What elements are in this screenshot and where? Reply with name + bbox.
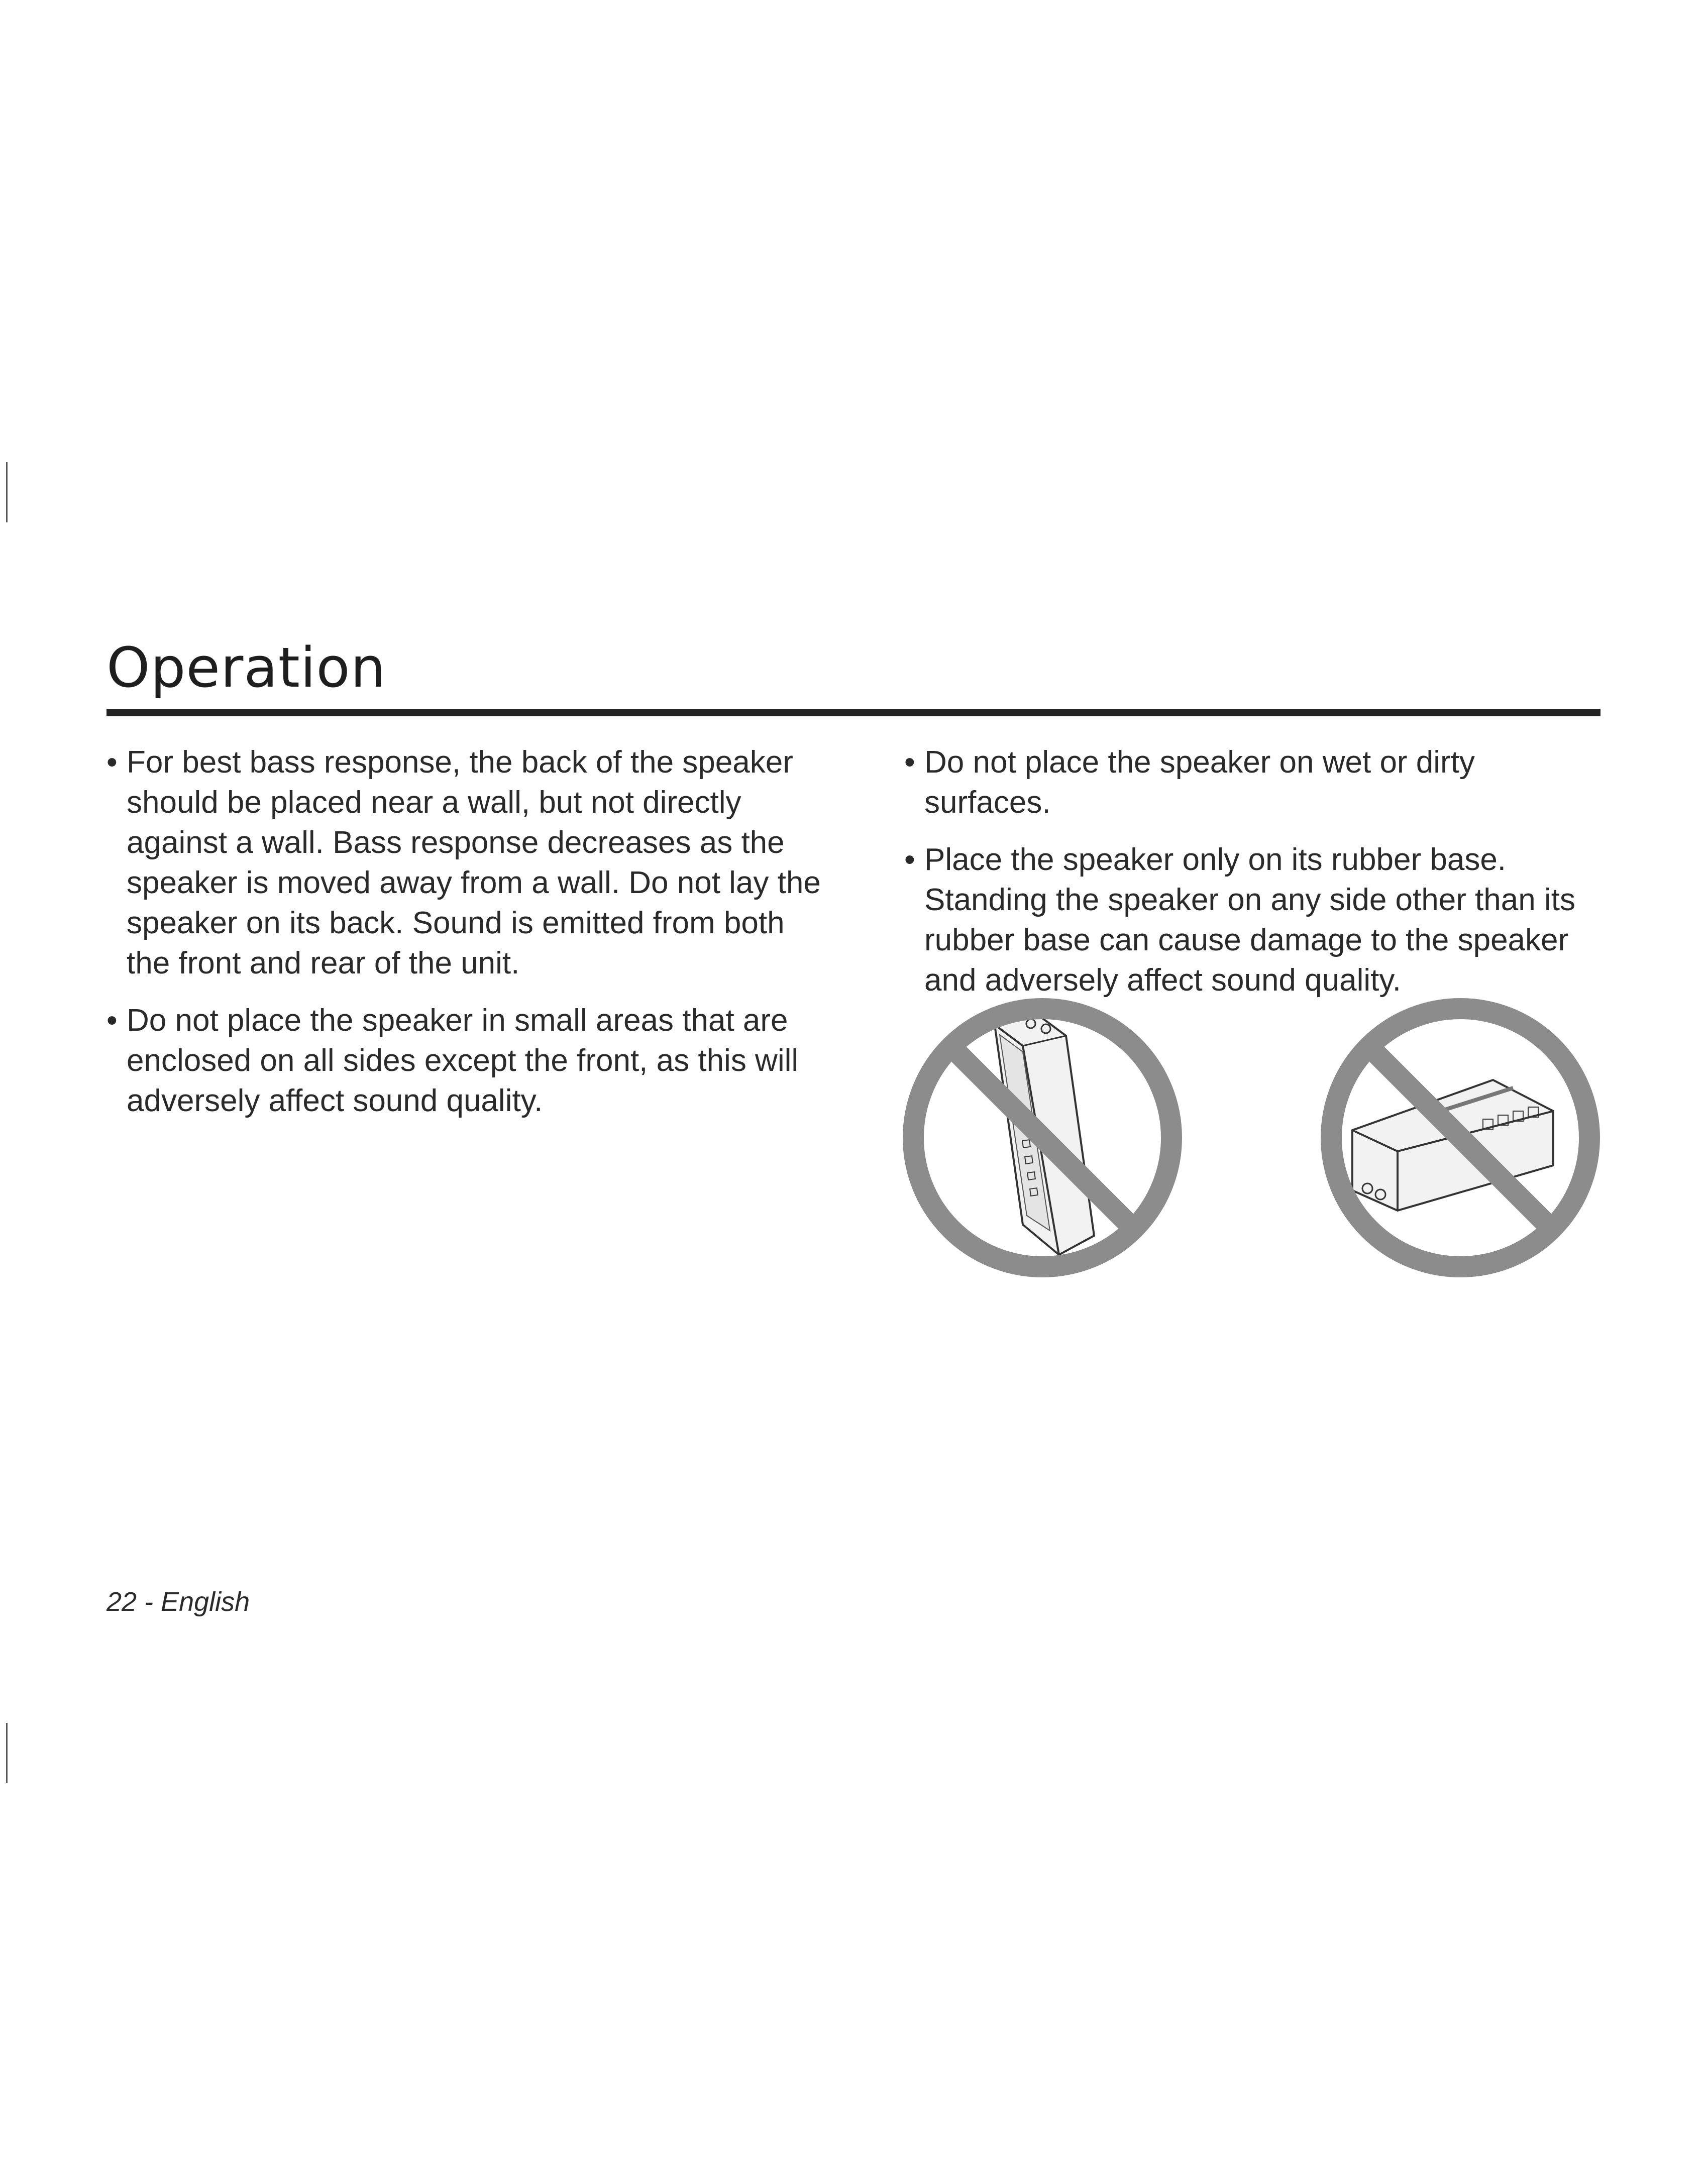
crop-mark-bottom: [6, 1723, 8, 1783]
bullet-marker: •: [904, 842, 915, 877]
bullet-item: [106, 742, 830, 984]
page-footer: 22 - English: [106, 1587, 250, 1617]
page-title: Operation: [106, 635, 386, 700]
bullet-text: Do not place the speaker in small areas that are enclosed on all sides except the front, as this will adversely affect sound quality.: [127, 1003, 799, 1118]
title-rule: [106, 709, 1600, 716]
bullet-item: [904, 742, 1608, 823]
right-bullet-list: [904, 742, 1608, 1001]
right-column: [904, 742, 1608, 1018]
left-column: [106, 742, 830, 1138]
bullet-text: Do not place the speaker on wet or dirty surfaces.: [924, 745, 1475, 820]
bullet-marker: •: [904, 745, 915, 780]
prohibited-speaker-upright-icon: [899, 995, 1186, 1281]
prohibited-speaker-on-back-icon: [1317, 995, 1604, 1281]
bullet-marker: •: [106, 745, 118, 780]
illustration-row: [899, 995, 1613, 1281]
bullet-text: For best bass response, the back of the speaker should be placed near a wall, but not directly against a wall. Bass response decreases as the speaker is moved away from a wall. Do not lay the speaker on its back. Sound is emitted from both the front and rear of the unit.: [127, 745, 821, 980]
crop-mark-top: [6, 462, 8, 522]
bullet-item: [106, 1001, 830, 1121]
bullet-item: [904, 840, 1608, 1001]
bullet-text: Place the speaker only on its rubber base. Standing the speaker on any side other than its rubber base can cause damage to the speaker and adversely affect sound quality.: [924, 842, 1575, 998]
left-bullet-list: [106, 742, 830, 1121]
bullet-marker: •: [106, 1003, 118, 1038]
